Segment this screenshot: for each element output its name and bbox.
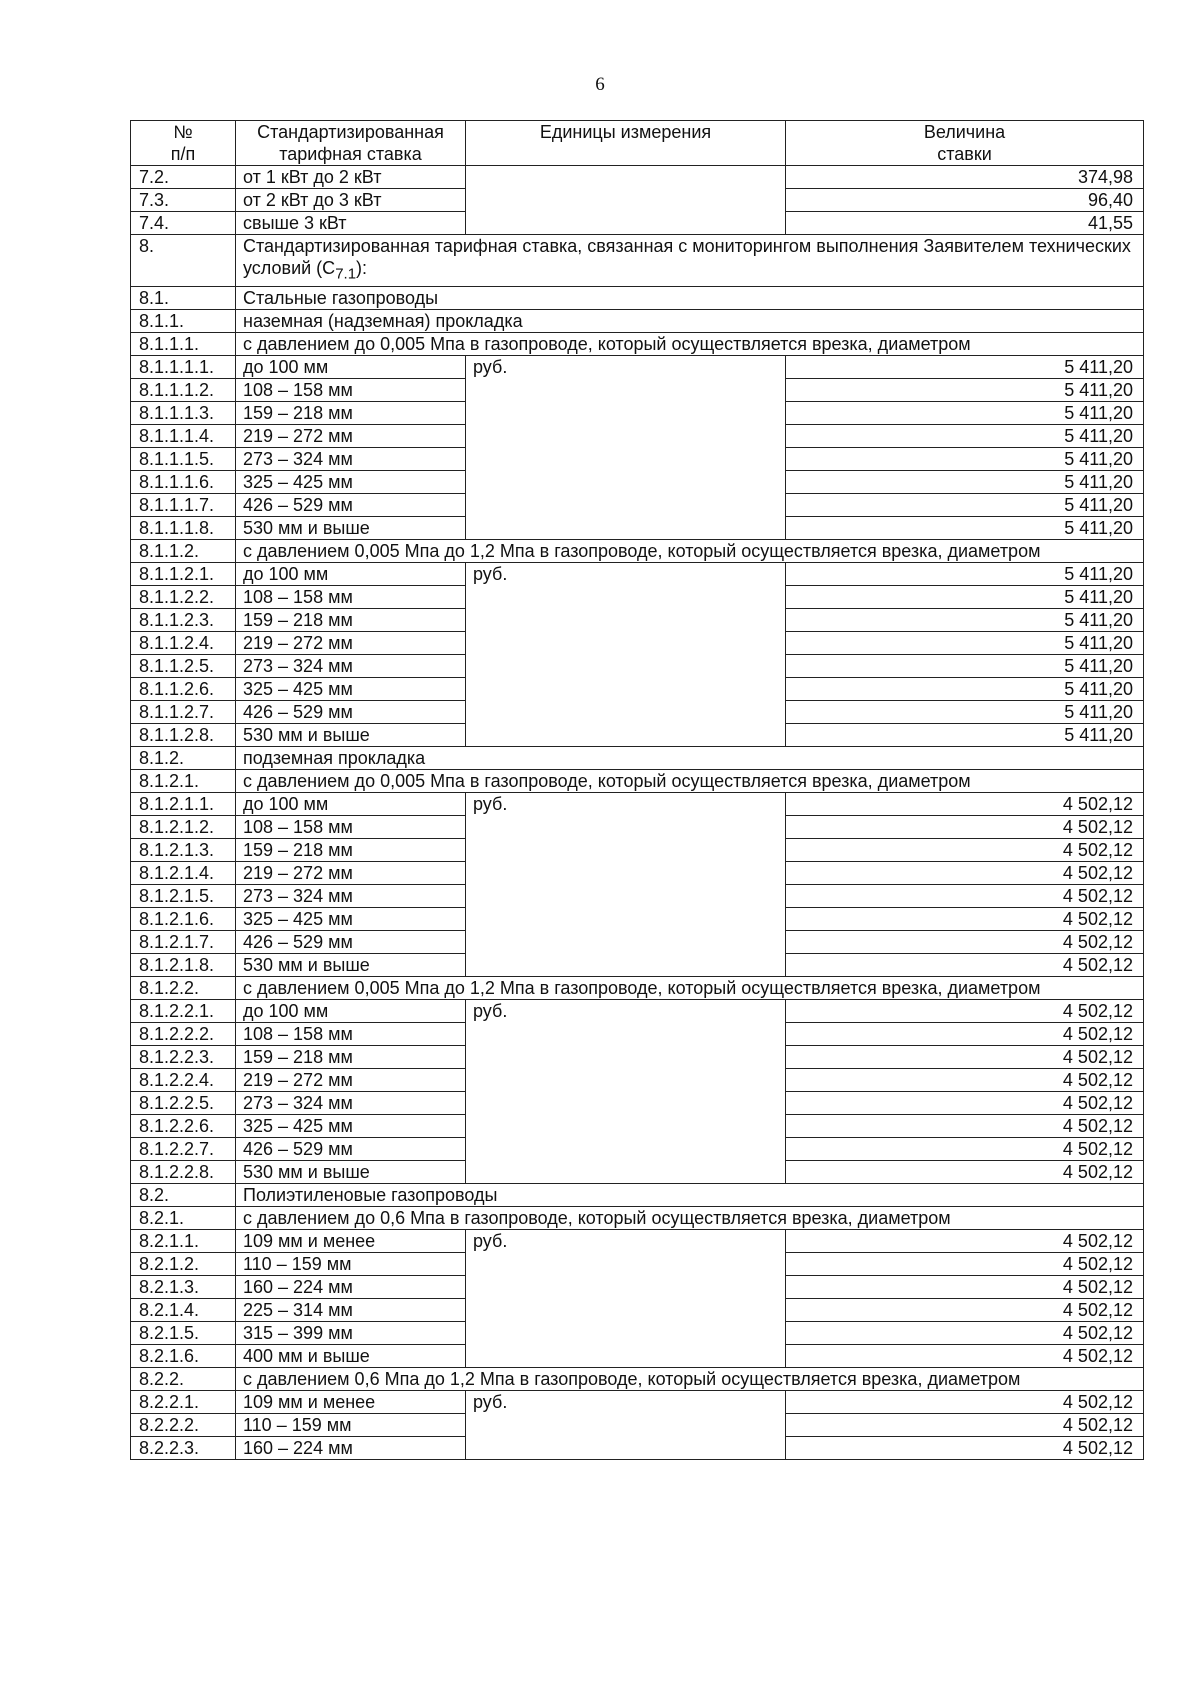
row-name: 426 – 529 мм [236,930,466,953]
section-title [236,332,1144,355]
row-number: 8.1.2.2.6. [131,1114,236,1137]
row-value: 4 502,12 [786,999,1144,1022]
section-row [131,235,1144,287]
row-number: 8.2.1. [131,1206,236,1229]
row-name: 160 – 224 мм [236,1436,466,1459]
table-row [131,1091,1144,1114]
row-unit [466,166,786,189]
row-number: 8.1.2.2.3. [131,1045,236,1068]
table-row [131,884,1144,907]
table-row [131,861,1144,884]
row-name: 273 – 324 мм [236,447,466,470]
table-row [131,792,1144,815]
row-value: 5 411,20 [786,401,1144,424]
section-title-text: с давлением до 0,005 Мпа в газопроводе, который осуществляется врезка, диаметром [243,770,971,791]
row-name: 110 – 159 мм [236,1252,466,1275]
row-value: 4 502,12 [786,1160,1144,1183]
row-value: 4 502,12 [786,1298,1144,1321]
row-unit [466,700,786,723]
row-name: 219 – 272 мм [236,424,466,447]
row-name: 108 – 158 мм [236,1022,466,1045]
row-name: 426 – 529 мм [236,493,466,516]
section-title [236,1183,1144,1206]
row-unit [466,1137,786,1160]
row-value: 4 502,12 [786,953,1144,976]
section-title [236,309,1144,332]
row-name: 426 – 529 мм [236,700,466,723]
row-value: 5 411,20 [786,723,1144,746]
section-title-text: наземная (надземная) прокладка [243,310,523,331]
table-row [131,838,1144,861]
row-name: свыше 3 кВт [236,212,466,235]
section-title-text: Стальные газопроводы [243,287,439,308]
table-row [131,1068,1144,1091]
row-number: 8.1.1.2.3. [131,608,236,631]
table-body [131,166,1144,1460]
table-row [131,447,1144,470]
header-name [236,121,466,166]
table-row [131,1160,1144,1183]
table-row [131,1390,1144,1413]
row-unit: руб. [466,562,786,585]
row-value: 4 502,12 [786,1390,1144,1413]
row-unit [466,907,786,930]
table-row [131,1045,1144,1068]
section-row [131,1183,1144,1206]
row-number: 8.1.1.1.7. [131,493,236,516]
row-value: 5 411,20 [786,631,1144,654]
row-unit [466,470,786,493]
row-value: 5 411,20 [786,470,1144,493]
row-number: 8.2.1.5. [131,1321,236,1344]
row-name: 160 – 224 мм [236,1275,466,1298]
table-row [131,585,1144,608]
section-title-text: с давлением 0,6 Мпа до 1,2 Мпа в газопроводе, который осуществляется врезка, диаметром [243,1368,1021,1389]
row-value: 4 502,12 [786,838,1144,861]
row-name: 219 – 272 мм [236,1068,466,1091]
table-row [131,189,1144,212]
row-name: 273 – 324 мм [236,654,466,677]
table-row [131,1413,1144,1436]
row-name: 530 мм и выше [236,1160,466,1183]
row-value: 4 502,12 [786,1275,1144,1298]
section-row [131,309,1144,332]
table-row [131,1252,1144,1275]
row-name: 530 мм и выше [236,723,466,746]
row-number: 8.2.1.6. [131,1344,236,1367]
row-unit [466,378,786,401]
row-value: 4 502,12 [786,1436,1144,1459]
row-name: 159 – 218 мм [236,1045,466,1068]
row-unit [466,953,786,976]
row-number: 8.1.2.2.7. [131,1137,236,1160]
section-title [236,1206,1144,1229]
row-number: 8.1.2.1.2. [131,815,236,838]
row-name: 325 – 425 мм [236,1114,466,1137]
row-unit [466,189,786,212]
row-name: 273 – 324 мм [236,1091,466,1114]
section-title-text: Полиэтиленовые газопроводы [243,1184,498,1205]
row-unit: руб. [466,1390,786,1413]
section-title-text: с давлением до 0,005 Мпа в газопроводе, который осуществляется врезка, диаметром [243,333,971,354]
section-title-text: подземная прокладка [243,747,426,768]
row-name: 108 – 158 мм [236,378,466,401]
row-name: 315 – 399 мм [236,1321,466,1344]
section-row [131,332,1144,355]
row-unit: руб. [466,1229,786,1252]
row-unit [466,585,786,608]
table-row [131,1137,1144,1160]
table-row [131,723,1144,746]
row-number: 8.1.1.1.6. [131,470,236,493]
row-number: 7.2. [131,166,236,189]
row-number: 8.1.1.1. [131,332,236,355]
row-name: от 1 кВт до 2 кВт [236,166,466,189]
row-unit [466,677,786,700]
row-unit [466,1045,786,1068]
table-row [131,166,1144,189]
row-number: 8.1.2.2.2. [131,1022,236,1045]
table-row [131,424,1144,447]
row-unit [466,1436,786,1459]
row-number: 8.1.2.2.8. [131,1160,236,1183]
row-value: 4 502,12 [786,1068,1144,1091]
row-value: 96,40 [786,189,1144,212]
row-unit [466,1298,786,1321]
row-name: 219 – 272 мм [236,631,466,654]
row-unit [466,654,786,677]
table-row [131,470,1144,493]
table-row [131,907,1144,930]
row-number: 8.1.2.2. [131,976,236,999]
row-value: 4 502,12 [786,1045,1144,1068]
table-row [131,355,1144,378]
row-unit [466,1160,786,1183]
row-number: 8.1. [131,286,236,309]
row-value: 5 411,20 [786,562,1144,585]
row-number: 8.2.2.3. [131,1436,236,1459]
row-name: 159 – 218 мм [236,838,466,861]
table-row [131,401,1144,424]
row-number: 8.1.1.2.7. [131,700,236,723]
table-row [131,1229,1144,1252]
row-name: до 100 мм [236,355,466,378]
header-name-text: Стандартизированная тарифная ставка [257,122,444,164]
row-value: 5 411,20 [786,447,1144,470]
row-number: 8.1.2.1.8. [131,953,236,976]
row-name: 426 – 529 мм [236,1137,466,1160]
row-name: 110 – 159 мм [236,1413,466,1436]
section-row [131,769,1144,792]
row-name: 219 – 272 мм [236,861,466,884]
row-name: до 100 мм [236,792,466,815]
row-name: 159 – 218 мм [236,401,466,424]
row-unit [466,447,786,470]
row-number: 8.1.2. [131,746,236,769]
section-title-text: с давлением до 0,6 Мпа в газопроводе, который осуществляется врезка, диаметром [243,1207,951,1228]
row-number: 8.1.1.1.1. [131,355,236,378]
row-unit [466,1068,786,1091]
row-value: 4 502,12 [786,1229,1144,1252]
table-row [131,1436,1144,1459]
row-number: 8.1.1.2.2. [131,585,236,608]
row-number: 8.1.2.2.1. [131,999,236,1022]
table-row [131,700,1144,723]
row-unit [466,1114,786,1137]
table-row [131,631,1144,654]
section-title-text: с давлением 0,005 Мпа до 1,2 Мпа в газопроводе, который осуществляется врезка, диаметром [243,540,1041,561]
row-unit [466,631,786,654]
row-value: 5 411,20 [786,608,1144,631]
section-title [236,539,1144,562]
table-row [131,930,1144,953]
row-number: 8.1.2.1.6. [131,907,236,930]
header-num [131,121,236,166]
page-number: 6 [595,74,605,95]
row-unit: руб. [466,355,786,378]
row-number: 8.1.1.2.4. [131,631,236,654]
row-name: 325 – 425 мм [236,677,466,700]
row-unit [466,1022,786,1045]
row-value: 5 411,20 [786,700,1144,723]
row-value: 4 502,12 [786,1022,1144,1045]
section-row [131,286,1144,309]
row-number: 8.1.1.2.6. [131,677,236,700]
row-value: 5 411,20 [786,355,1144,378]
row-number: 8.1.2.1. [131,769,236,792]
row-value: 5 411,20 [786,493,1144,516]
row-number: 8.1.2.2.5. [131,1091,236,1114]
table-row [131,1114,1144,1137]
row-name: от 2 кВт до 3 кВт [236,189,466,212]
row-unit [466,1252,786,1275]
row-value: 4 502,12 [786,792,1144,815]
row-value: 4 502,12 [786,815,1144,838]
row-value: 41,55 [786,212,1144,235]
section-title [236,1367,1144,1390]
row-value: 4 502,12 [786,930,1144,953]
row-number: 8.2.1.4. [131,1298,236,1321]
row-unit: руб. [466,792,786,815]
row-unit [466,424,786,447]
row-value: 5 411,20 [786,424,1144,447]
row-number: 7.4. [131,212,236,235]
row-value: 4 502,12 [786,861,1144,884]
row-value: 4 502,12 [786,1137,1144,1160]
table-row [131,493,1144,516]
row-number: 8.1.1. [131,309,236,332]
section-row [131,1367,1144,1390]
row-unit [466,930,786,953]
tariff-table [130,120,1144,1460]
table-row [131,562,1144,585]
row-unit [466,815,786,838]
row-number: 8.1.1.1.4. [131,424,236,447]
table-row [131,999,1144,1022]
row-name: 400 мм и выше [236,1344,466,1367]
row-value: 374,98 [786,166,1144,189]
row-value: 4 502,12 [786,884,1144,907]
section-title [236,769,1144,792]
section-title [236,286,1144,309]
table-row [131,1321,1144,1344]
row-number: 8.1.1.2. [131,539,236,562]
row-number: 8.2.1.2. [131,1252,236,1275]
row-name: 109 мм и менее [236,1390,466,1413]
row-number: 8.1.2.1.5. [131,884,236,907]
section-title-tail: ): [356,258,368,278]
row-number: 8.1.2.1.3. [131,838,236,861]
table-row [131,677,1144,700]
section-row [131,1206,1144,1229]
row-unit [466,1344,786,1367]
row-name: 530 мм и выше [236,953,466,976]
row-number: 8.2. [131,1183,236,1206]
row-value: 4 502,12 [786,1091,1144,1114]
row-value: 5 411,20 [786,585,1144,608]
table-row [131,1022,1144,1045]
row-number: 8.2.2.1. [131,1390,236,1413]
row-name: 225 – 314 мм [236,1298,466,1321]
row-value: 4 502,12 [786,1114,1144,1137]
section-row [131,976,1144,999]
section-title-text: Стандартизированная тарифная ставка, связанная с мониторингом выполнения Заявителем технических условий (C [243,236,1131,278]
table-row [131,953,1144,976]
row-number: 8.1.2.1.1. [131,792,236,815]
row-value: 5 411,20 [786,378,1144,401]
row-number: 8.1.1.2.1. [131,562,236,585]
row-unit [466,723,786,746]
row-unit [466,838,786,861]
row-name: 108 – 158 мм [236,585,466,608]
table-row [131,212,1144,235]
row-number: 8.1.1.1.5. [131,447,236,470]
section-title-text: с давлением 0,005 Мпа до 1,2 Мпа в газопроводе, который осуществляется врезка, диаметром [243,977,1041,998]
row-name: 325 – 425 мм [236,907,466,930]
table-row [131,1344,1144,1367]
row-name: до 100 мм [236,562,466,585]
row-number: 8.2.1.3. [131,1275,236,1298]
table-row [131,608,1144,631]
row-unit [466,1321,786,1344]
row-unit [466,608,786,631]
row-value: 5 411,20 [786,516,1144,539]
header-value-text: Величина ставки [923,122,1006,164]
row-number: 8.2.2. [131,1367,236,1390]
row-unit: руб. [466,999,786,1022]
row-unit [466,1413,786,1436]
table-row [131,1275,1144,1298]
header-unit [466,121,786,166]
row-name: 159 – 218 мм [236,608,466,631]
row-number: 8.1.2.2.4. [131,1068,236,1091]
section-row [131,746,1144,769]
row-number: 8.1.2.1.7. [131,930,236,953]
row-value: 5 411,20 [786,654,1144,677]
row-unit [466,493,786,516]
section-title [236,235,1144,287]
row-number: 8.1.1.2.8. [131,723,236,746]
row-value: 4 502,12 [786,1413,1144,1436]
table-row [131,516,1144,539]
section-title [236,746,1144,769]
row-number: 8.1.1.1.2. [131,378,236,401]
row-unit [466,861,786,884]
table-row [131,378,1144,401]
section-title [236,976,1144,999]
row-value: 4 502,12 [786,1344,1144,1367]
row-number: 8. [131,235,236,287]
row-unit [466,884,786,907]
row-number: 8.1.2.1.4. [131,861,236,884]
row-value: 4 502,12 [786,1321,1144,1344]
row-name: 273 – 324 мм [236,884,466,907]
row-name: 108 – 158 мм [236,815,466,838]
row-number: 8.1.1.2.5. [131,654,236,677]
header-unit-text: Единицы измерения [539,122,712,142]
row-value: 4 502,12 [786,1252,1144,1275]
table-row [131,654,1144,677]
header-row [131,121,1144,166]
row-name: 109 мм и менее [236,1229,466,1252]
header-num-text: № п/п [170,122,196,164]
row-value: 5 411,20 [786,677,1144,700]
row-value: 4 502,12 [786,907,1144,930]
row-name: до 100 мм [236,999,466,1022]
section-title-subscript: 7.1 [335,265,357,283]
header-value [786,121,1144,166]
section-row [131,539,1144,562]
row-number: 8.1.1.1.3. [131,401,236,424]
table-header [131,121,1144,166]
row-name: 530 мм и выше [236,516,466,539]
row-unit [466,1275,786,1298]
row-unit [466,212,786,235]
row-number: 8.2.2.2. [131,1413,236,1436]
row-number: 8.2.1.1. [131,1229,236,1252]
row-name: 325 – 425 мм [236,470,466,493]
row-number: 8.1.1.1.8. [131,516,236,539]
row-unit [466,401,786,424]
row-unit [466,516,786,539]
row-number: 7.3. [131,189,236,212]
table-row [131,1298,1144,1321]
row-unit [466,1091,786,1114]
table-row [131,815,1144,838]
